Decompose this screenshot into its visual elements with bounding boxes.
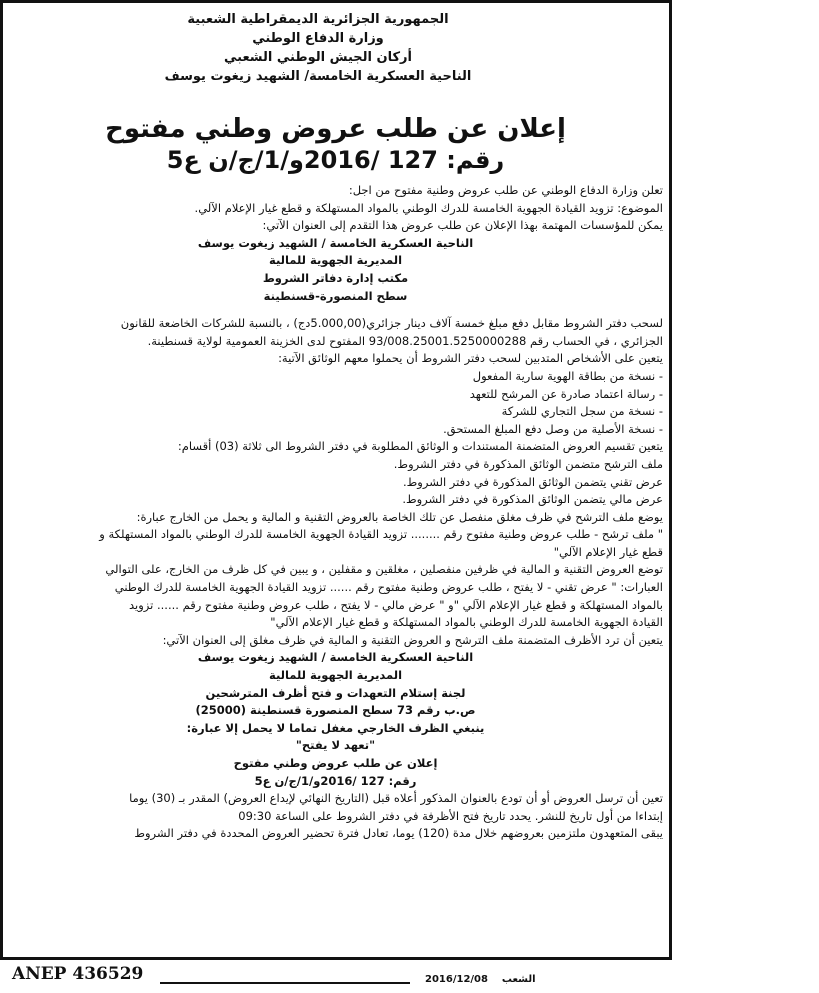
centered-line: المديرية الجهوية للمالية (268, 253, 403, 268)
centered-line: ص.ب رقم 73 سطح المنصورة قسنطينة (25000) (195, 703, 476, 718)
body-line: يبقى المتعهدون ملتزمين بعروضهم خلال مدة (120) يوما، تعادل فترة تحضير العروض المحددة في دفتر الشروط (134, 826, 663, 841)
header-line-2: وزارة الدفاع الوطني (252, 31, 384, 46)
body-line: " ملف ترشح - طلب عروض وطنية مفتوح رقم ........ تزويد القيادة الجهوية الخامسة للدرك الوطني بالمواد المستهلكة و (99, 527, 663, 542)
body-line: - رسالة اعتماد صادرة عن المرشح للتعهد (469, 386, 663, 401)
body-line: يوضع ملف الترشح في ظرف مغلق منفصل عن تلك الخاصة بالعروض التقنية و المالية و يحمل من الخارج عبارة: (136, 509, 663, 524)
announcement-body (8, 182, 663, 843)
body-line: بالمواد المستهلكة و قطع غيار الإعلام الآلي "و " عرض مالي - لا يفتح ، طلب عروض وطنية مفتوح رقم ...... تزويد (128, 597, 663, 612)
centered-line: مكتب إدارة دفاتر الشروط (262, 270, 409, 285)
centered-line: سطح المنصورة-قسنطينة (263, 288, 408, 303)
body-line: - نسخة من بطاقة الهوية سارية المفعول (472, 368, 663, 383)
body-line: يمكن للمؤسسات المهتمة بهذا الإعلان عن طلب عروض هذا التقدم إلى العنوان الآتي: (262, 218, 663, 233)
footer-rule (160, 982, 410, 984)
body-line: توضع العروض التقنية و المالية في ظرفين منفصلين ، مغلقين و مقفلين ، و يبين في كل ظرف من الخارج، على التوالي (105, 562, 663, 577)
centered-line: لجنة إستلام التعهدات و فتح أظرف المترشحين (205, 685, 466, 700)
body-line: القيادة الجهوية الخامسة للدرك الوطني بالمواد المستهلكة و قطع غيار الإعلام الآلي" (270, 615, 663, 630)
body-line: العبارات: " عرض تقني - لا يفتح ، طلب عروض وطنية مفتوح رقم ...... تزويد القيادة الجهوية الخامسة للدرك الوطني (114, 580, 663, 595)
body-line: - نسخة من سجل التجاري للشركة (501, 404, 663, 419)
centered-line: رقم: 127 /2016و/1/ج/ن ع5 (254, 773, 417, 788)
body-line: إبتداءا من أول تاريخ للنشر. يحدد تاريخ فتح الأظرفة في دفتر الشروط على الساعة 09:30 (238, 808, 663, 823)
ministry-header (148, 10, 488, 86)
body-line: لسحب دفتر الشروط مقابل دفع مبلغ خمسة آلاف دينار جزائري(5.000,00دج) ، بالنسبة للشركات الخاضعة للقانون (120, 316, 663, 331)
body-line: يتعين تقسيم العروض المتضمنة المستندات و الوثائق المطلوبة في دفتر الشروط الى ثلاثة (03) أقسام: (177, 439, 663, 454)
body-line: ملف الترشح متضمن الوثائق المذكورة في دفتر الشروط. (393, 456, 663, 471)
header-line-1: الجمهورية الجزائرية الديمقراطية الشعبية (187, 12, 449, 27)
newspaper-name: الشعب (501, 974, 536, 985)
body-line: يتعين أن ترد الأظرف المتضمنة ملف الترشح و العروض التقنية و المالية في ظرف مغلق إلى العنوان الآتي: (162, 632, 663, 647)
body-line: تعين أن ترسل العروض أو أن تودع بالعنوان المذكور أعلاه قبل (التاريخ النهائي لإيداع العروض) المقدر بـ (30) يوما (129, 791, 663, 806)
announcement-title: إعلان عن طلب عروض وطني مفتوح (105, 114, 566, 144)
announcement-number: رقم: 127 /2016و/1/ج/ن ع5 (166, 146, 505, 174)
centered-line: "تعهد لا يفتح" (295, 738, 376, 753)
body-line: عرض تقني يتضمن الوثائق المذكورة في دفتر الشروط. (403, 474, 663, 489)
centered-line: الناحية العسكرية الخامسة / الشهيد زيغوت يوسف (197, 650, 474, 665)
centered-line: المديرية الجهوية للمالية (268, 668, 403, 683)
header-line-3: أركان الجيش الوطني الشعبي (224, 50, 412, 65)
publication-date: 2016/12/08 (425, 974, 488, 985)
centered-line: إعلان عن طلب عروض وطني مفتوح (233, 756, 438, 770)
body-line: عرض مالي يتضمن الوثائق المذكورة في دفتر الشروط. (402, 492, 663, 507)
body-line: الموضوع: تزويد القيادة الجهوية الخامسة للدرك الوطني بالمواد المستهلكة و قطع غيار الإعلام الآلي. (194, 200, 663, 215)
centered-line: ينبغي الظرف الخارجي مغفل تماما لا يحمل إلا عبارة: (186, 720, 485, 735)
anep-reference: ANEP 436529 (12, 964, 144, 984)
spacer (8, 305, 663, 315)
newspaper-footer (425, 974, 536, 985)
body-line: الجزائري ، في الحساب رقم 93/008.25001.5250000288 المفتوح لدى الخزينة العمومية لولاية قسنطينة. (147, 333, 663, 348)
body-line: - نسخة الأصلية من وصل دفع المبلغ المستحق. (443, 421, 663, 436)
body-line: يتعين على الأشخاص المتدبين لسحب دفتر الشروط أن يحملوا معهم الوثائق الآتية: (278, 351, 663, 366)
announcement-page (8, 10, 663, 950)
body-line: تعلن وزارة الدفاع الوطني عن طلب عروض وطنية مفتوح من اجل: (348, 183, 663, 197)
body-line: قطع غيار الإعلام الآلي" (553, 544, 663, 559)
centered-line: الناحية العسكرية الخامسة / الشهيد زيغوت يوسف (197, 235, 474, 250)
header-line-4: الناحية العسكرية الخامسة/ الشهيد زيغوت يوسف (164, 69, 472, 84)
